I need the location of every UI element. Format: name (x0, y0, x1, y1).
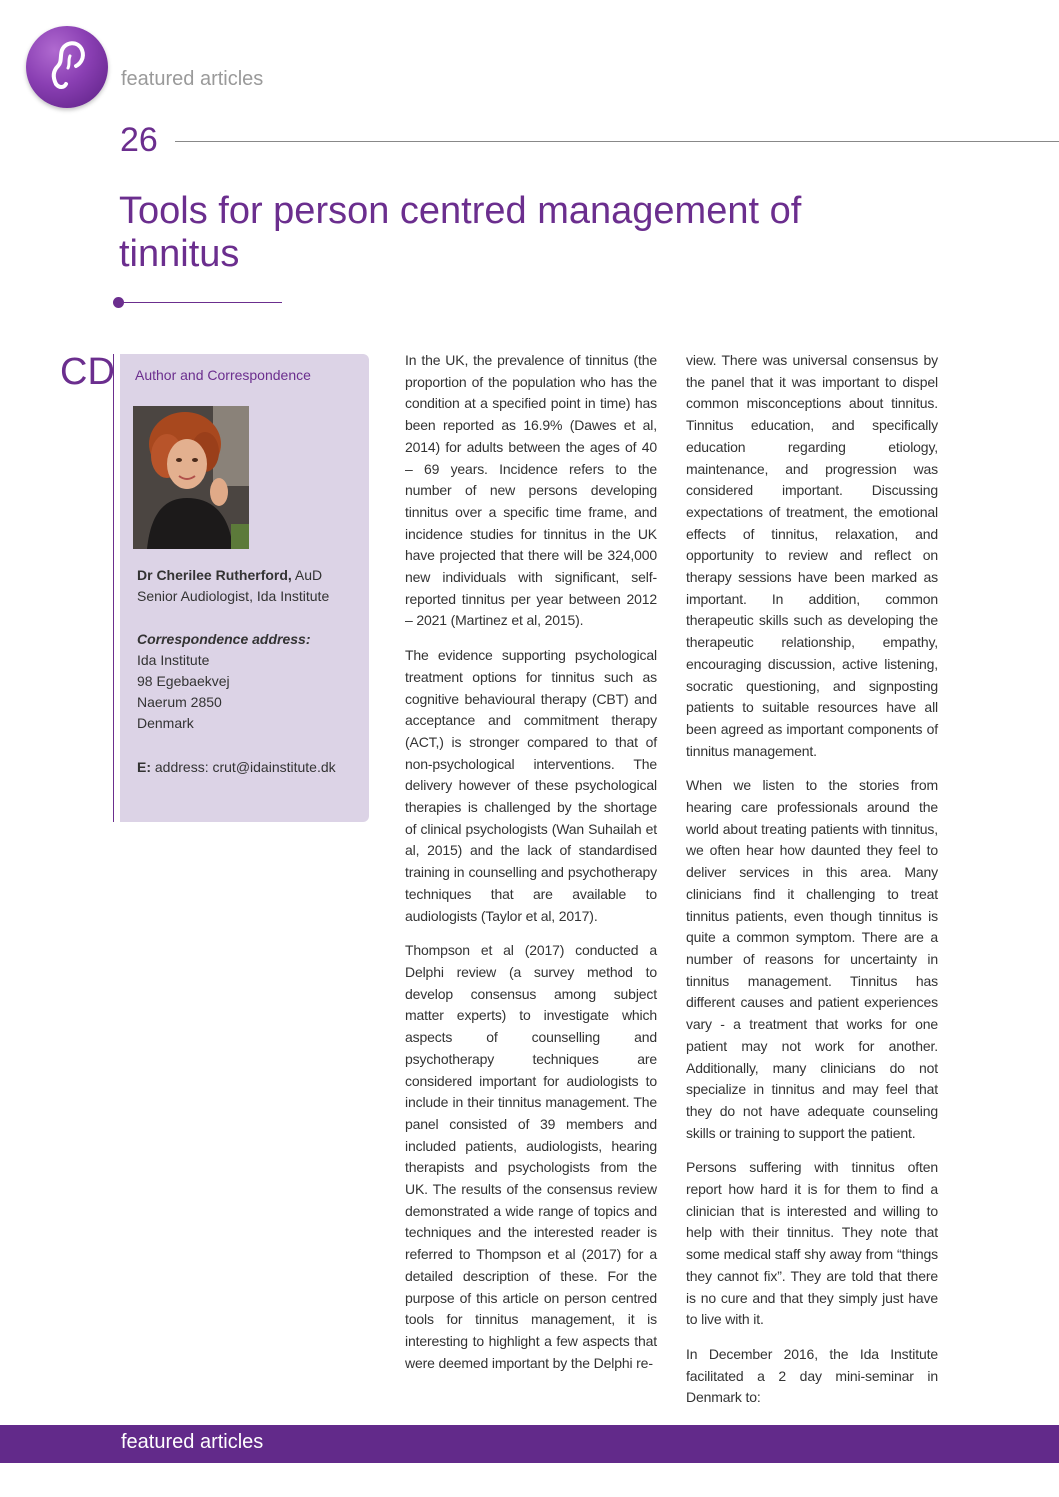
author-box-heading: Author and Correspondence (135, 367, 311, 383)
author-photo (133, 406, 249, 549)
paragraph: When we listen to the stories from hearing care professionals around the world about treating patients with tinnitus, we often hear how daunted they feel to deliver services in this area. Many clinicians find it challenging to treat tinnitus patients, even though tinnitus is quite a common symptom. There are a number of reasons for uncertainty in tinnitus management. Tinnitus has different causes and patient experiences vary - a treatment that works for one patient may not work for another. Additionally, many clinicians do not specialize in tinnitus and may feel that they do not have adequate counseling skills or training to support the patient. (686, 777, 938, 1141)
paragraph: view. There was universal consensus by the panel that it was important to dispel common misconceptions about tinnitus. Tinnitus education, and specifically education regarding etiology, maintenance, and progression was considered important. Discussing expectations of treatment, the emotional effects of tinnitus, relaxation, and opportunity to review and reflect on therapy sessions have been marked as important. In addition, common therapeutic skills such as developing the therapeutic relationship, empathy, encouraging discussion, active listening, socratic questioning, and signposting patients to suitable resources have all been agreed as important components of tinnitus management. (686, 352, 938, 759)
body-column-1 (405, 350, 657, 1387)
paragraph: Persons suffering with tinnitus often report how hard it is for them to find a clinician that is interested and willing to help with their tinnitus. They note that some medical staff shy away from “things they cannot fix”. They are told that there is no cure and that they simply just have to live with it. (686, 1159, 938, 1328)
paragraph: In December 2016, the Ida Institute facilitated a 2 day mini-seminar in Denmark to: (686, 1345, 938, 1406)
address-line: Naerum 2850 (137, 694, 222, 710)
section-label-top: featured articles (121, 68, 264, 90)
address-line: 98 Egebaekvej (137, 673, 230, 689)
page-number: 26 (120, 121, 158, 159)
correspondence-label: Correspondence address: (137, 631, 311, 647)
cd-monogram-text: CD (60, 351, 115, 393)
author-role: Senior Audiologist, Ida Institute (137, 588, 330, 604)
footer-section-label: featured articles (121, 1431, 264, 1453)
email-line (137, 757, 336, 778)
title-underline (120, 302, 282, 303)
body-column-2 (686, 350, 938, 1422)
ear-icon (26, 26, 108, 108)
address-line: Ida Institute (137, 652, 210, 668)
paragraph: In the UK, the prevalence of tinnitus (the proportion of the population who has the condition at a specified point in time) has been reported as 16.9% (Dawes et al, 2014) for adults between the ages of 40 – 69 years. Incidence refers to the number of new persons developing tinnitus over a specific time frame, and incidence studies for tinnitus in the UK have projected that there will be 324,000 new individuals with significant, self-reported tinnitus per year between 2012 – 2021 (Martinez et al, 2015). (405, 352, 657, 629)
author-name-line (137, 565, 322, 586)
header-rule (175, 141, 1059, 142)
cd-monogram (60, 352, 115, 392)
address-line: Denmark (137, 715, 194, 731)
paragraph: Thompson et al (2017) conducted a Delphi review (a survey method to develop consensus among subject matter experts) to investigate which aspects of counselling and psychotherapy techniques are considered important for audiologists to include in their tinnitus management. The panel consisted of 39 members and included patients, audiologists, hearing therapists and psychologists from the UK. The results of the consensus review demonstrated a wide range of topics and techniques and the interested reader is referred to Thompson et al (2017) for a detailed description of these. For the purpose of this article on person centred tools for tinnitus management, it is interesting to highlight a few aspects that were deemed important by the Delphi re- (405, 942, 657, 1371)
author-box-rule (113, 354, 114, 822)
author-name: Dr Cherilee Rutherford, (137, 567, 292, 583)
email-address: address: crut@idainstitute.dk (151, 759, 336, 775)
paragraph: The evidence supporting psychological treatment options for tinnitus such as cognitive behavioural therapy (CBT) and acceptance and commitment therapy (ACT,) is stronger compared to that of non-psychological interventions. The delivery however of these psychological therapies is challenged by the shortage of clinical psychologists (Wan Suhailah et al, 2015) and the lack of standardised training in counselling and psychotherapy techniques that are available to audiologists (Taylor et al, 2017). (405, 647, 657, 924)
email-label: E: (137, 759, 151, 775)
author-degree: AuD (291, 567, 323, 583)
article-title: Tools for person centred management of tinnitus (119, 190, 802, 275)
